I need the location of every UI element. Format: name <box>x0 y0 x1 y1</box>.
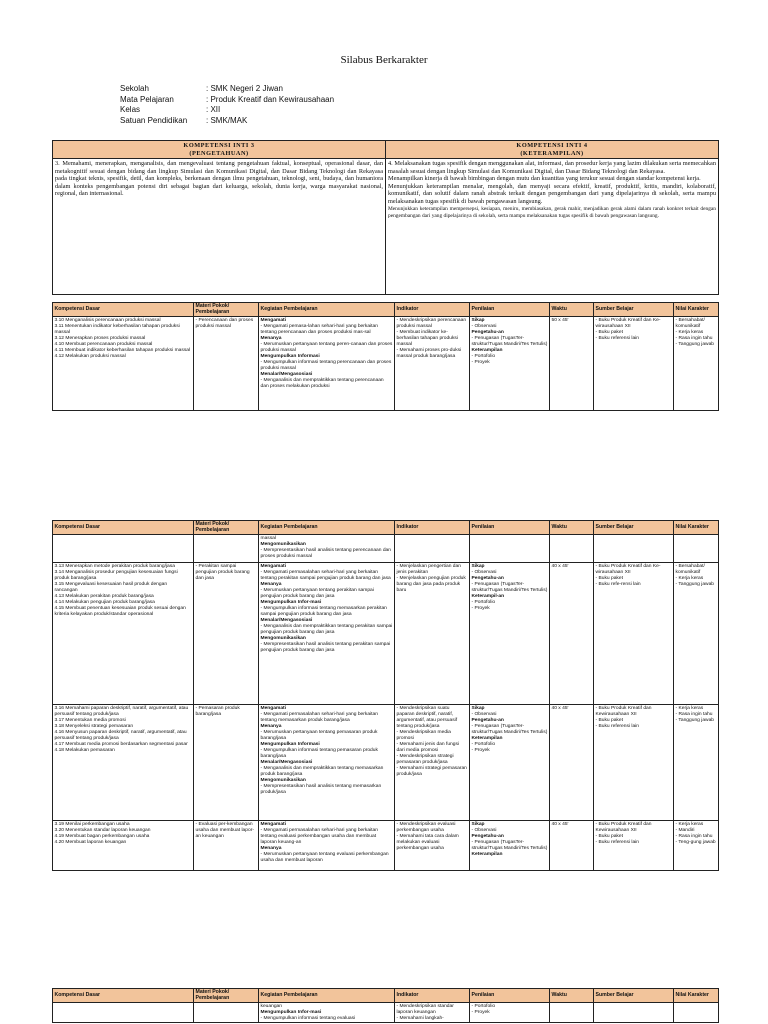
list-item: - Buku Produk Kreatif dan Ke-wirausahaan XII <box>595 563 661 575</box>
list-item: - Mempresentasikan hasil analisis tentang perakitan sampai pengujian produk barang dan jasa <box>260 641 391 653</box>
penilaian-list <box>472 706 548 754</box>
list-item: - Tanggung jawab <box>675 341 715 347</box>
ki4-paragraph: Menampilkan kinerja di bawah bimbingan dengan mutu dan kuantitas yang terukur sesuai dengan standar kompetensi kerja. <box>388 175 701 183</box>
identity-value: : Produk Kreatif dan Kewirausahaan <box>206 94 335 104</box>
list-item: - Mengumpulkan informasi tentang evaluasi <box>260 1015 356 1021</box>
list-item: - Mendeskripsikan strategi pemasaran produk/jasa <box>396 753 454 765</box>
kd-list <box>55 822 192 846</box>
list-item: 4.15 Membuat penentuan kesesuaian produk sesuai dengan kriteria kelayakan produk/standar operasional <box>54 605 186 617</box>
ki4-paragraph: 4. Melaksanakan tugas spesifik dengan menggunakan alat, informasi, dan prosedur kerja yang lazim dilakukan serta memecahkan masalah sesuai dengan lingkup Simulasi dan Komunikasi Digital, dan Dasar Bidang Teknologi dan Rekayasa. <box>388 160 716 175</box>
list-item: - Portofolio <box>471 599 496 605</box>
kegiatan-list <box>261 706 393 796</box>
list-item: - Penugasan (TugasTer-struktur/Tugas Mandiri/Tes Tertulis) <box>471 723 548 735</box>
header-row <box>53 521 719 535</box>
list-item: - Merumuskan pertanyaan tentang pemasaran produk barang/jasa <box>260 729 378 741</box>
list-subheading: Keterampilan <box>471 851 503 857</box>
identity-row <box>120 84 334 95</box>
list-subheading: Mengumpulkan Infor-masi <box>260 1009 322 1015</box>
list-item: - Mengamati permasalahan sehari-hari yang berkaitan tentang perakitan sampai pengujian produk barang dan jasa <box>260 569 391 581</box>
list-item: 3.12 Menerapkan proses produksi massal <box>54 335 146 341</box>
indikator-list <box>397 822 468 852</box>
header-kegiatan: Kegiatan Pembelajaran <box>259 303 395 317</box>
kegiatan-list <box>261 564 393 654</box>
list-subheading: Sikap <box>471 705 485 711</box>
list-item: 3.10 Menganalisis perencanaan produksi massal <box>54 317 161 323</box>
identity-label: Satuan Pendidikan <box>120 115 188 125</box>
list-item: 4.12 Melakukan produksi massal <box>54 353 126 359</box>
header-indikator: Indikator <box>395 989 470 1003</box>
ki3-text: 3. Memahami, menerapkan, menganalisis, dan mengevaluasi tentang pengetahuan faktual, konseptual, operasional dasar, dan metakognitif sesuai dengan bidang dan lingkup Simulasi dan Komunikasi Digital, dan Dasar Bidang Teknologi dan Rekayasa pada tingkat teknis, spesifik, detil, dan kompleks, berkenaan dengan ilmu pengetahuan, teknologi, seni, budaya, dan humaniora dalam konteks pengembangan potensi diri sebagai bagian dari keluarga, sekolah, dunia kerja, warga masyarakat nasional, regional, dan internasional. <box>53 159 386 295</box>
indikator-list <box>397 706 468 778</box>
list-subheading: Mengumpulkan Informasi <box>260 741 320 747</box>
list-subheading: Pengetahu-an <box>471 329 504 335</box>
list-item: - Buku Produk Kreatif dan Kewirausahaan XII <box>595 821 652 833</box>
list-item: 4.20 Membuat laporan keuangan <box>54 839 127 845</box>
kegiatan-list <box>261 536 393 560</box>
header-row <box>53 303 719 317</box>
list-item: - Buku paket <box>595 329 623 335</box>
header-waktu: Waktu <box>550 989 594 1003</box>
waktu-cell: 40 x 45' <box>550 821 594 871</box>
identity-value: : XII <box>206 105 221 114</box>
table-row <box>53 317 719 411</box>
syllabus-table-2 <box>52 520 719 871</box>
list-item: 3.20 Menentukan standar laporan keuangan <box>54 827 151 833</box>
identity-label: Kelas <box>120 105 141 114</box>
ki3-title: KOMPETENSI INTI 3 <box>183 142 255 149</box>
header-materi: Materi Pokok/ Pembelajaran <box>194 989 259 1003</box>
list-subheading: Keterampilan <box>471 347 503 353</box>
list-item: - Mengamati permasalahan sehari-hari yang berkaitan tentang memasarkan produk barang/jasa <box>260 711 378 723</box>
identity-label: Sekolah <box>120 84 149 93</box>
list-subheading: Menanya <box>260 723 282 729</box>
header-kd: Kompetensi Dasar <box>53 303 194 317</box>
kd-list <box>55 706 192 754</box>
header-nilai: Nilai Karakter <box>674 303 719 317</box>
header-materi: Materi Pokok/ Pembelajaran <box>194 521 259 535</box>
list-item: - Observasi <box>471 323 497 329</box>
list-item: - Proyek <box>471 359 490 365</box>
list-item: 4.11 Membuat indikator keberhasilan tahapan produksi massal <box>54 347 191 353</box>
list-item: - Proyek <box>471 1009 490 1015</box>
identity-row <box>120 105 334 116</box>
materi-list <box>196 564 257 582</box>
list-item: - Bersahabat/ komunikatif <box>675 317 705 329</box>
ki4-header <box>386 141 719 159</box>
identity-value: : SMK Negeri 2 Jiwan <box>206 84 283 93</box>
list-item: 4.14 Melakukan pengujian produk barang/jasa <box>54 599 155 605</box>
ki4-paragraph: Menunjukkan keterampilan menalar, mengolah, dan menyaji secara efektif, kreatif, produktif, kritis, mandiri, kolaboratif, komunikatif, dan solutif dalam ranah abstrak terkait dengan pengembangan dari yang dipelajarinya di sekolah, serta mampu melaksanakan tugas spesifik di bawah pengawasan langsung. <box>388 182 716 205</box>
sumber-list <box>596 706 672 730</box>
header-sumber: Sumber Belajar <box>594 521 674 535</box>
list-item: - Memahami proses pro-duksi massal produk barang/jasa <box>396 347 462 359</box>
identity-block <box>120 84 334 126</box>
list-item: - Mengamati pemasa-lahan sehari-hari yang berkaitan tentang perencanaan dan proses produksi mas-sal <box>260 323 378 335</box>
list-item: - Buku referensi lain <box>595 723 639 729</box>
list-subheading: Keterampilan <box>471 735 503 741</box>
table-row <box>53 1003 719 1023</box>
list-subheading: Mengomunikasikan <box>260 777 306 783</box>
nilai-list <box>676 564 717 588</box>
list-item: 3.11 Menentukan indikator keberhasilan tahapan produksi massal <box>54 323 180 335</box>
list-item: - Buku Produk Kreatif dan Kewirausahaan XII <box>595 705 652 717</box>
list-item: - Proyek <box>471 605 490 611</box>
header-waktu: Waktu <box>550 303 594 317</box>
ki3-subtitle: (PENGETAHUAN) <box>189 149 249 157</box>
list-item: - Buku paket <box>595 833 623 839</box>
header-kd: Kompetensi Dasar <box>53 521 194 535</box>
ki4-title: KOMPETENSI INTI 4 <box>516 142 588 149</box>
list-item: - Kerja keras <box>675 329 704 335</box>
identity-row <box>120 95 334 106</box>
list-item: - Observasi <box>471 711 497 717</box>
list-item: - Mendeskripsikan perencanaan produksi massal <box>396 317 467 329</box>
nilai-list <box>676 706 717 724</box>
nilai-list <box>676 822 717 846</box>
list-item: - Mendeskripsikan evaluasi perkembangan usaha <box>396 821 456 833</box>
list-item: 3.17 Menentukan media promosi <box>54 717 126 723</box>
header-nilai: Nilai Karakter <box>674 521 719 535</box>
list-item: - Memahami tata cara dalam melakukan evaluasi perkembangan usaha <box>396 833 459 851</box>
list-item: - Mengumpulkan informasi tentang pemasaran produk barang/jasa <box>260 747 378 759</box>
list-subheading: Menalar/Mengasosiasi <box>260 759 313 765</box>
list-item: - Buku referensi lain <box>595 335 639 341</box>
list-item: - Menganalisis dan mempraktikkan tentang perakitan sampai pengujian produk barang dan jasa <box>260 623 393 635</box>
list-item: - Menjelaskan pengertian dan jenis perakitan <box>396 563 461 575</box>
ki3-header <box>53 141 386 159</box>
table-row <box>53 821 719 871</box>
kegiatan-list <box>261 318 393 390</box>
waktu-cell: 40 x 45' <box>550 705 594 821</box>
header-penilaian: Penilaian <box>470 303 550 317</box>
list-item: - Kerja keras <box>675 705 704 711</box>
kd-list <box>55 318 192 360</box>
list-item: - Penugasan (TugasTer-struktur/Tugas Mandiri/Tes Tertulis) <box>471 581 548 593</box>
list-subheading: Menanya <box>260 335 282 341</box>
list-item: - Tanggung jawab <box>675 717 715 723</box>
identity-label: Mata Pelajaran <box>120 94 174 104</box>
table-row <box>53 563 719 705</box>
list-item: - Perakitan sampai pengujian produk barang dan jasa <box>195 563 250 581</box>
list-item: - Kerja keras <box>675 575 704 581</box>
materi-list <box>196 822 257 840</box>
list-item: 3.14 Menganalisis prosedur pengujian kesesuaian fungsi produk barang/jasa <box>54 569 178 581</box>
list-item: 4.13 Melakukan perakitan produk barang/jasa <box>54 593 154 599</box>
ki4-paragraph: Menunjukkan keterampilan mempersepsi, kesiapan, meniru, membiasakan, gerak mahir, menjadikan gerak alami dalam ranah konkret terkait dengan pengembangan dari yang dipelajarinya di sekolah, serta mampu melaksanakan tugas spesifik di bawah pengawasan langsung. <box>388 205 716 220</box>
kompetensi-inti-table <box>52 140 719 295</box>
list-item: - Buku paket <box>595 575 623 581</box>
list-item: - Mempresentasikan hasil analisis tentang memasarkan produk/jasa <box>260 783 382 795</box>
indikator-list <box>397 1004 468 1022</box>
table-row <box>53 705 719 821</box>
list-item: - Mengumpulkan informasi tentang perencanaan dan proses produksi massal <box>260 359 392 371</box>
list-item: - Memahami langkah- <box>396 1015 444 1021</box>
identity-value: : SMK/MAK <box>206 115 248 125</box>
list-subheading: Mengamati <box>260 705 287 711</box>
list-item: - Teng-gung jawab <box>675 839 716 845</box>
kegiatan-list <box>261 822 393 864</box>
list-item: - Memahami strategi pemasaran produk/jasa <box>396 765 467 777</box>
list-subheading: Mengomunikasikan <box>260 635 306 641</box>
list-subheading: Pengetahu-an <box>471 575 504 581</box>
list-item: - Merumuskan pertanyaan tentang perakitan sampai pengujian produk barang dan jasa <box>260 587 374 599</box>
list-item: - Penugasan (TugasTer-struktur/Tugas Mandiri/Tes Tertulis) <box>471 335 548 347</box>
list-item: - Mempresentasikan hasil analisis tentang perencanaan dan proses produksi massal <box>260 547 391 559</box>
list-item: - Proyek <box>471 747 490 753</box>
list-subheading: Mengamati <box>260 563 287 569</box>
indikator-list <box>397 318 468 360</box>
list-item: - Mendeskripsikan suatu paparan deskriptif, naratif, argumentatif, atau persuasif tentang produk/jasa <box>396 705 458 729</box>
list-item: keuangan <box>260 1003 282 1009</box>
header-waktu: Waktu <box>550 521 594 535</box>
list-item: - Menganalisis dan mempraktikkan tentang memasarkan produk barang/jasa <box>260 765 384 777</box>
list-subheading: Menalar/Mengasosiasi <box>260 617 313 623</box>
ki4-subtitle: (KETERAMPILAN) <box>520 149 584 157</box>
list-item: - Merumuskan pertanyaan tentang evaluasi perkembangan usaha dan membuat laporan <box>260 851 389 863</box>
list-item: - Penugasan (TugasTer-struktur/Tugas Mandiri/Tes Tertulis) <box>471 839 548 851</box>
list-item: - Observasi <box>471 569 497 575</box>
list-item: - Mengamati permasalahan sehari-hari yang berkaitan tentang evaluasi perkembangan usaha dan membuat laporan keuang-an <box>260 827 378 845</box>
list-item: - Buku paket <box>595 717 623 723</box>
list-item: 3.19 Menilai perkembangan usaha <box>54 821 130 827</box>
materi-list <box>196 318 257 330</box>
list-subheading: Mengamati <box>260 821 287 827</box>
list-item: - Buku Produk Kreatif dan Ke-wirausahaan XII <box>595 317 661 329</box>
ki4-cell <box>386 159 719 295</box>
header-kegiatan: Kegiatan Pembelajaran <box>259 989 395 1003</box>
header-sumber: Sumber Belajar <box>594 989 674 1003</box>
list-item: - Buku refe-rensi lain <box>595 581 641 587</box>
list-item: 4.10 Membuat perencanaan produksi massal <box>54 341 153 347</box>
list-item: 4.17 Membuat media promosi berdasarkan segmentasi pasar <box>54 741 188 747</box>
list-item: - Rasa ingin tahu <box>675 833 713 839</box>
penilaian-list <box>472 822 548 858</box>
list-item: - Mendeskripsikan media promosi <box>396 729 451 741</box>
list-subheading: Pengetahu-an <box>471 717 504 723</box>
list-item: - Mandiri <box>675 827 695 833</box>
kegiatan-list <box>261 1004 393 1022</box>
waktu-cell: 50 x 45' <box>550 317 594 411</box>
list-item: 3.18 Menyeleksi strategi pemasaran <box>54 723 134 729</box>
list-item: - Menganalisis dan mempraktikkan tentang perencanaan dan proses melakukan produksi <box>260 377 384 389</box>
header-sumber: Sumber Belajar <box>594 303 674 317</box>
list-subheading: Sikap <box>471 563 485 569</box>
header-nilai: Nilai Karakter <box>674 989 719 1003</box>
list-subheading: Mengomunikasikan <box>260 541 306 547</box>
kd-list <box>55 564 192 618</box>
list-item: - Portofolio <box>471 741 496 747</box>
penilaian-list <box>472 1004 548 1016</box>
list-item: - Rasa ingin tahu <box>675 335 713 341</box>
list-subheading: Mengumpulkan Infor-masi <box>260 599 322 605</box>
nilai-list <box>676 318 717 348</box>
sumber-list <box>596 318 672 342</box>
list-item: - Perencanaan dan proses produksi massal <box>195 317 254 329</box>
list-subheading: Pengetahu-an <box>471 833 504 839</box>
list-item: - Merumuskan pertanyaan tentang peren-canaan dan proses produksi massal <box>260 341 393 353</box>
list-item: - Bersahabat/ komunikatif <box>675 563 705 575</box>
header-row <box>53 989 719 1003</box>
list-item: - Rasa ingin tahu <box>675 711 713 717</box>
list-item: - Tanggung jawab <box>675 581 715 587</box>
list-item: 4.18 Melakukan pemasaran <box>54 747 115 753</box>
list-item: - Buku referensi lain <box>595 839 639 845</box>
sumber-list <box>596 822 672 846</box>
materi-list <box>196 706 257 718</box>
list-item: 4.19 Membuat bagan perkembangan usaha <box>54 833 150 839</box>
list-item: - Membuat indikator ke-berhasilan tahapan produksi massal <box>396 329 458 347</box>
list-subheading: Sikap <box>471 821 485 827</box>
identity-row <box>120 116 334 127</box>
list-subheading: Mengumpulkan Informasi <box>260 353 320 359</box>
header-kd: Kompetensi Dasar <box>53 989 194 1003</box>
list-subheading: Sikap <box>471 317 485 323</box>
list-item: - Mendeskripsikan standar laporan keuangan <box>396 1003 454 1015</box>
list-item: - Menjelaskan pengujian produk barang dan jasa pada produk baru <box>396 575 466 593</box>
list-item: - Evaluasi per-kembangan usaha dan membuat lapor-an keuangan <box>195 821 254 839</box>
header-penilaian: Penilaian <box>470 989 550 1003</box>
list-subheading: Keterampil-an <box>471 593 505 599</box>
list-item: - Observasi <box>471 827 497 833</box>
list-item: - Kerja keras <box>675 821 704 827</box>
syllabus-table-1 <box>52 302 719 411</box>
table-row <box>53 535 719 563</box>
list-item: 3.16 Memahami paparan deskriptif, naratif, argumentatif, atau persuasif tentang produk/jasa <box>54 705 189 717</box>
header-materi: Materi Pokok/ Pembelajaran <box>194 303 259 317</box>
indikator-list <box>397 564 468 594</box>
syllabus-table-3 <box>52 988 719 1023</box>
list-item: - Mengumpulkan informasi tentang memasarkan perakitan sampai pengujian produk barang dan jasa <box>260 605 387 617</box>
waktu-cell: 40 x 45' <box>550 563 594 705</box>
header-penilaian: Penilaian <box>470 521 550 535</box>
list-item: massal <box>260 535 276 541</box>
list-item: - Pemasaran produk barang/jasa <box>195 705 240 717</box>
list-subheading: Mengamati <box>260 317 287 323</box>
list-subheading: Menanya <box>260 845 282 851</box>
list-item: - Portofolio <box>471 1003 496 1009</box>
list-item: - Portofolio <box>471 353 496 359</box>
sumber-list <box>596 564 672 588</box>
list-item: 3.13 Menerapkan metode perakitan produk barang/jasa <box>54 563 175 569</box>
list-subheading: Menalar/Mengasosiasi <box>260 371 313 377</box>
header-kegiatan: Kegiatan Pembelajaran <box>259 521 395 535</box>
penilaian-list <box>472 564 548 612</box>
list-item: - Memahami jenis dan fungsi dari media promosi <box>396 741 460 753</box>
header-indikator: Indikator <box>395 303 470 317</box>
penilaian-list <box>472 318 548 366</box>
list-subheading: Menanya <box>260 581 282 587</box>
list-item: 4.16 Menyusun paparan deskriptif, naratif, argumentatif, atau persuasif tentang produk/jasa <box>54 729 187 741</box>
header-indikator: Indikator <box>395 521 470 535</box>
list-item: 3.15 Mengevaluasi kesesuaian hasil produk dengan rancangan <box>54 581 168 593</box>
document-title: Silabus Berkarakter <box>340 54 428 66</box>
